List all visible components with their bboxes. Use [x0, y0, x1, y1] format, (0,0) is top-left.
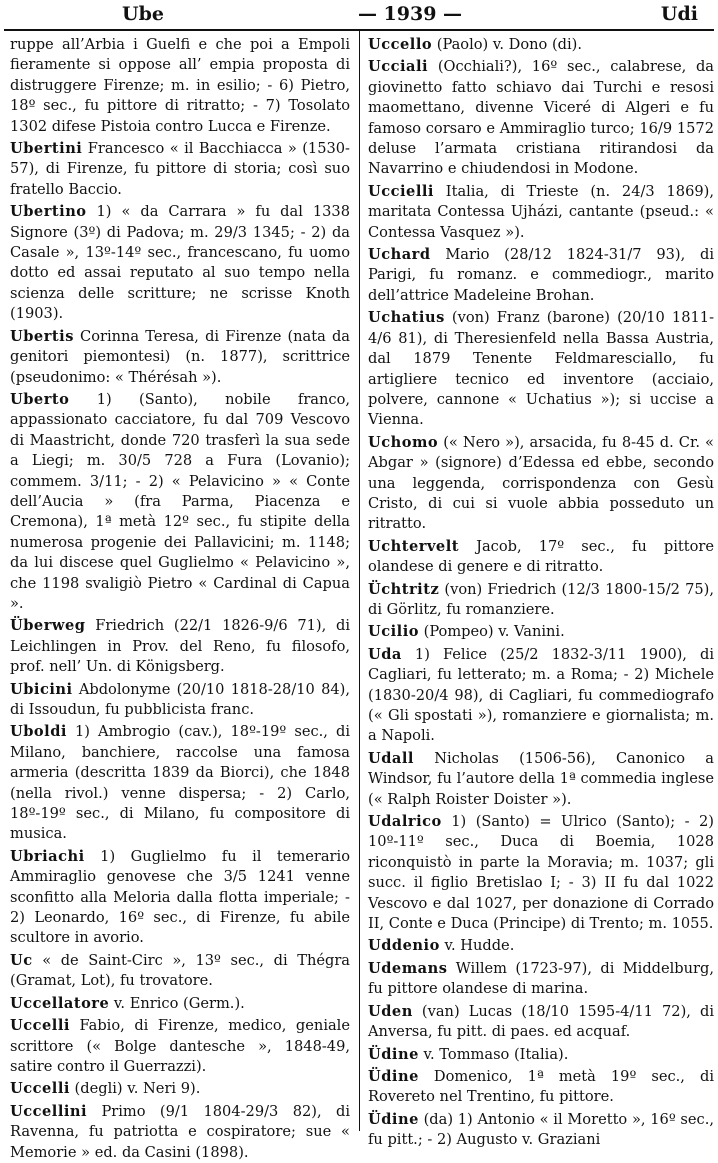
entry-headword: Üdine — [368, 1045, 419, 1063]
entry-headword: Ubicini — [10, 680, 73, 698]
entry-text: Corinna Teresa, di Firenze (nata da genitori piemontesi) (n. 1877), scrittrice (pseudonimo: « Thérésah »). — [10, 327, 350, 386]
entry-headword: Uchomo — [368, 433, 439, 451]
entry-text: Domenico, 1ª metà 19º sec., di Rovereto nel Trentino, fu pittore. — [368, 1067, 714, 1106]
entry — [10, 722, 350, 844]
entry-headword: Uddenio — [368, 937, 440, 955]
entry-text: v. Hudde. — [439, 937, 515, 955]
entry — [368, 57, 714, 179]
entry-headword: Ubertino — [10, 203, 87, 221]
entry-text: 1) Guglielmo fu il temerario Ammiraglio genovese che 3/5 1241 venne sconfitto alla Meloria dalla flotta imperiale; - 2) Leonardo, 16º sec., di Firenze, fu abile scultore in avorio. — [10, 847, 350, 947]
page-number: — 1939 — — [357, 3, 463, 25]
entry-headword: Uda — [368, 645, 402, 663]
entry-text: Italia, di Trieste (n. 24/3 1869), maritata Contessa Ujházi, cantante (pseud.: « Contessa Vasquez »). — [368, 182, 714, 241]
entry-text: 1) Ambrogio (cav.), 18º-19º sec., di Milano, banchiere, raccolse una famosa armeria (descritta 1839 da Biorci), che 1848 (nella rivol.) venne dispersa; - 2) Carlo, 18º-19º sec., di Milano, fu compositore di musica. — [10, 723, 350, 843]
entry-headword: Uboldi — [10, 723, 67, 741]
entry-text: (van) Lucas (18/10 1595-4/11 72), di Anversa, fu pitt. di paes. ed acquaf. — [368, 1002, 714, 1041]
entry-text: Fabio, di Firenze, medico, geniale scrittore (« Bolge dantesche », 1848-49, satire contro il Guerrazzi). — [10, 1017, 350, 1075]
entry-headword: Udemans — [368, 959, 448, 977]
entry — [368, 1002, 714, 1043]
entry-text: 1) (Santo) = Ulrico (Santo); - 2) 10º-11º sec., Duca di Boemia, 1028 riconquistò in parte la Moravia; m. 1037; gli succ. il figlio Bretislao I; - 3) II fu dal 1022 Vescovo e dal 1027, per donazione di Corrado II, Conte e Duca (Principe) di Trento; m. 1055. — [368, 813, 714, 933]
entry-headword: Uchatius — [368, 309, 445, 327]
entry-headword: Uchtervelt — [368, 537, 459, 555]
entry-headword: Uccellatore — [10, 994, 110, 1012]
entry-headword: Überweg — [10, 617, 86, 635]
entry-text: « de Saint-Circ », 13º sec., di Thégra (Gramat, Lot), fu trovatore. — [10, 951, 350, 990]
entry-headword: Uchard — [368, 246, 431, 264]
entry — [368, 936, 714, 956]
entry — [368, 959, 714, 1000]
right-column — [354, 31, 716, 1149]
entry-text: v. Tommaso (Italia). — [418, 1045, 569, 1063]
entry-headword: Üdine — [368, 1067, 419, 1085]
entry-headword: Udalrico — [368, 813, 442, 831]
header-left-guide-word: Ube — [122, 3, 164, 25]
entry — [368, 308, 714, 430]
entry-headword: Uccelli — [10, 1017, 70, 1035]
left-column — [2, 31, 354, 1161]
entry-headword: Ucciali — [368, 58, 429, 76]
entry-text: v. Enrico (Germ.). — [109, 994, 245, 1012]
entry — [10, 1079, 350, 1099]
entry-headword: Üchtritz — [368, 580, 440, 598]
entry — [10, 951, 350, 992]
entry — [10, 139, 350, 200]
entry-headword: Uc — [10, 951, 33, 969]
entry-text: Abdolonyme (20/10 1818-28/10 84), di Issoudun, fu pubblicista franc. — [10, 680, 350, 718]
entry — [10, 616, 350, 677]
entry — [10, 390, 350, 614]
entry-headword: Uccelli — [10, 1080, 70, 1098]
entry-headword: Uccello — [368, 36, 433, 53]
entry — [10, 1102, 350, 1163]
entry-text: (« Nero »), arsacida, fu 8-45 d. Cr. « Abgar » (signore) d’Edessa ed ebbe, secondo una leggenda, corrispondenza con Gesù Cristo, di cui si vuole abbia posseduto un ritratto. — [368, 433, 714, 533]
entry-headword: Ucilio — [368, 623, 419, 641]
entry-text: (von) Franz (barone) (20/10 1811-4/6 81), di Theresienfeld nella Bassa Austria, dal 1879 Tenente Feldmaresciallo, fu artigliere tecnico ed inventore (acciaio, polvere, cannone « Uchatius »); si uccise a Vienna. — [368, 309, 714, 429]
entry-headword: Ubertis — [10, 327, 74, 345]
entry — [368, 182, 714, 243]
entry-text: (Paolo) v. Dono (di). — [432, 36, 583, 53]
entry — [368, 35, 714, 55]
page-header — [2, 0, 716, 26]
column-divider — [359, 31, 360, 1131]
entry — [10, 1016, 350, 1077]
entry — [10, 680, 350, 721]
entry — [368, 749, 714, 810]
entry-text: (da) 1) Antonio « il Moretto », 16º sec., fu pitt.; - 2) Augusto v. Graziani — [368, 1110, 714, 1149]
entry — [368, 1110, 714, 1151]
entry-headword: Ubertini — [10, 140, 83, 158]
entry-text: (von) Friedrich (12/3 1800-15/2 75), di Görlitz, fu romanziere. — [368, 580, 714, 618]
entry-text: Friedrich (22/1 1826-9/6 71), di Leichlingen in Prov. del Reno, fu filosofo, prof. nell’ Un. di Königsberg. — [10, 617, 350, 676]
entry-headword: Üdine — [368, 1110, 419, 1128]
entry — [368, 812, 714, 934]
entry-headword: Udall — [368, 749, 414, 767]
entry-headword: Uberto — [10, 390, 70, 408]
entry-text: (degli) v. Neri 9). — [69, 1080, 201, 1098]
entry — [368, 645, 714, 747]
entry — [368, 1045, 714, 1065]
entry-headword: Uden — [368, 1002, 413, 1020]
header-right-guide-word: Udi — [660, 3, 698, 25]
entry — [368, 580, 714, 621]
entry-headword: Uccellini — [10, 1102, 88, 1120]
entry — [10, 327, 350, 388]
entry-text: Willem (1723-97), di Middelburg, fu pittore olandese di marina. — [368, 959, 714, 998]
entry — [368, 245, 714, 306]
entry-text: Nicholas (1506-56), Canonico a Windsor, fu l’autore della 1ª commedia inglese (« Ralph Roister Doister »). — [368, 749, 714, 808]
entry-text: 1) (Santo), nobile franco, appassionato cacciatore, fu dal 709 Vescovo di Maastricht, donde 720 trasferì la sua sede a Liegi; m. 30/5 728 a Fura (Lovanio); commem. 3/11; - 2) « Pelavicino » « Conte dell’Aucia » (fra Parma, Piacenza e Cremona), 1ª metà 12º sec., fu stipite della numerosa progenie dei Pallavicini; m. 1148; da lui discese quel Guglielmo « Pelavicino », che 1198 svaligiò Pietro « Cardinal di Capua ». — [10, 390, 350, 612]
entry — [368, 433, 714, 535]
entry-headword: Ubriachi — [10, 847, 85, 865]
entry-text: (Occhiali?), 16º sec., calabrese, da giovinetto fatto schiavo dai Turchi e resosi maomettano, divenne Viceré di Algeri e fu famoso corsaro e Ammiraglio turco; 16/9 1572 deluse l’armata cristiana ritirandosi da Navarrino e chiudendosi in Modone. — [368, 58, 714, 178]
entry-text: Jacob, 17º sec., fu pittore olandese di genere e di ritratto. — [368, 537, 714, 576]
entry-text: (Pompeo) v. Vanini. — [418, 623, 565, 641]
entry-text: ruppe all’Arbia i Guelfi e che poi a Empoli fieramente si oppose all’ empia proposta di distruggere Firenze; m. in esilio; - 6) Pietro, 18º sec., fu pittore di ritratto; - 7) Tosolato 1302 difese Pistoia contro Lucca e Firenze. — [10, 36, 350, 135]
entry — [10, 847, 350, 949]
entry-text: Primo (9/1 1804-29/3 82), di Ravenna, fu patriotta e cospiratore; sue « Memorie » ed. da Casini (1898). — [10, 1102, 350, 1161]
entry-text: Francesco « il Bacchiacca » (1530-57), di Firenze, fu pittore di storia; così suo fratello Baccio. — [10, 140, 350, 198]
entry-text: 1) Felice (25/2 1832-3/11 1900), di Cagliari, fu letterato; m. a Roma; - 2) Michele (1830-20/4 98), di Cagliari, fu commediografo (« Gli spostati »), romanziere e giornalista; m. a Napoli. — [368, 645, 714, 745]
entry — [368, 537, 714, 578]
entry — [368, 622, 714, 642]
entry-headword: Uccielli — [368, 182, 434, 200]
entry — [10, 994, 350, 1014]
entry — [368, 1067, 714, 1108]
columns — [2, 31, 716, 1161]
entry-text: Mario (28/12 1824-31/7 93), di Parigi, fu romanz. e commediogr., marito dell’attrice Madeleine Brohan. — [368, 246, 714, 304]
entry-text: 1) « da Carrara » fu dal 1338 Signore (3º) di Padova; m. 29/3 1345; - 2) da Casale », 13º-14º sec., francescano, fu uomo dotto ed assai reputato al suo tempo nella scienza delle scritture; ne scrisse Knoth (1903). — [10, 203, 350, 323]
entry — [10, 35, 350, 137]
entry — [10, 202, 350, 324]
